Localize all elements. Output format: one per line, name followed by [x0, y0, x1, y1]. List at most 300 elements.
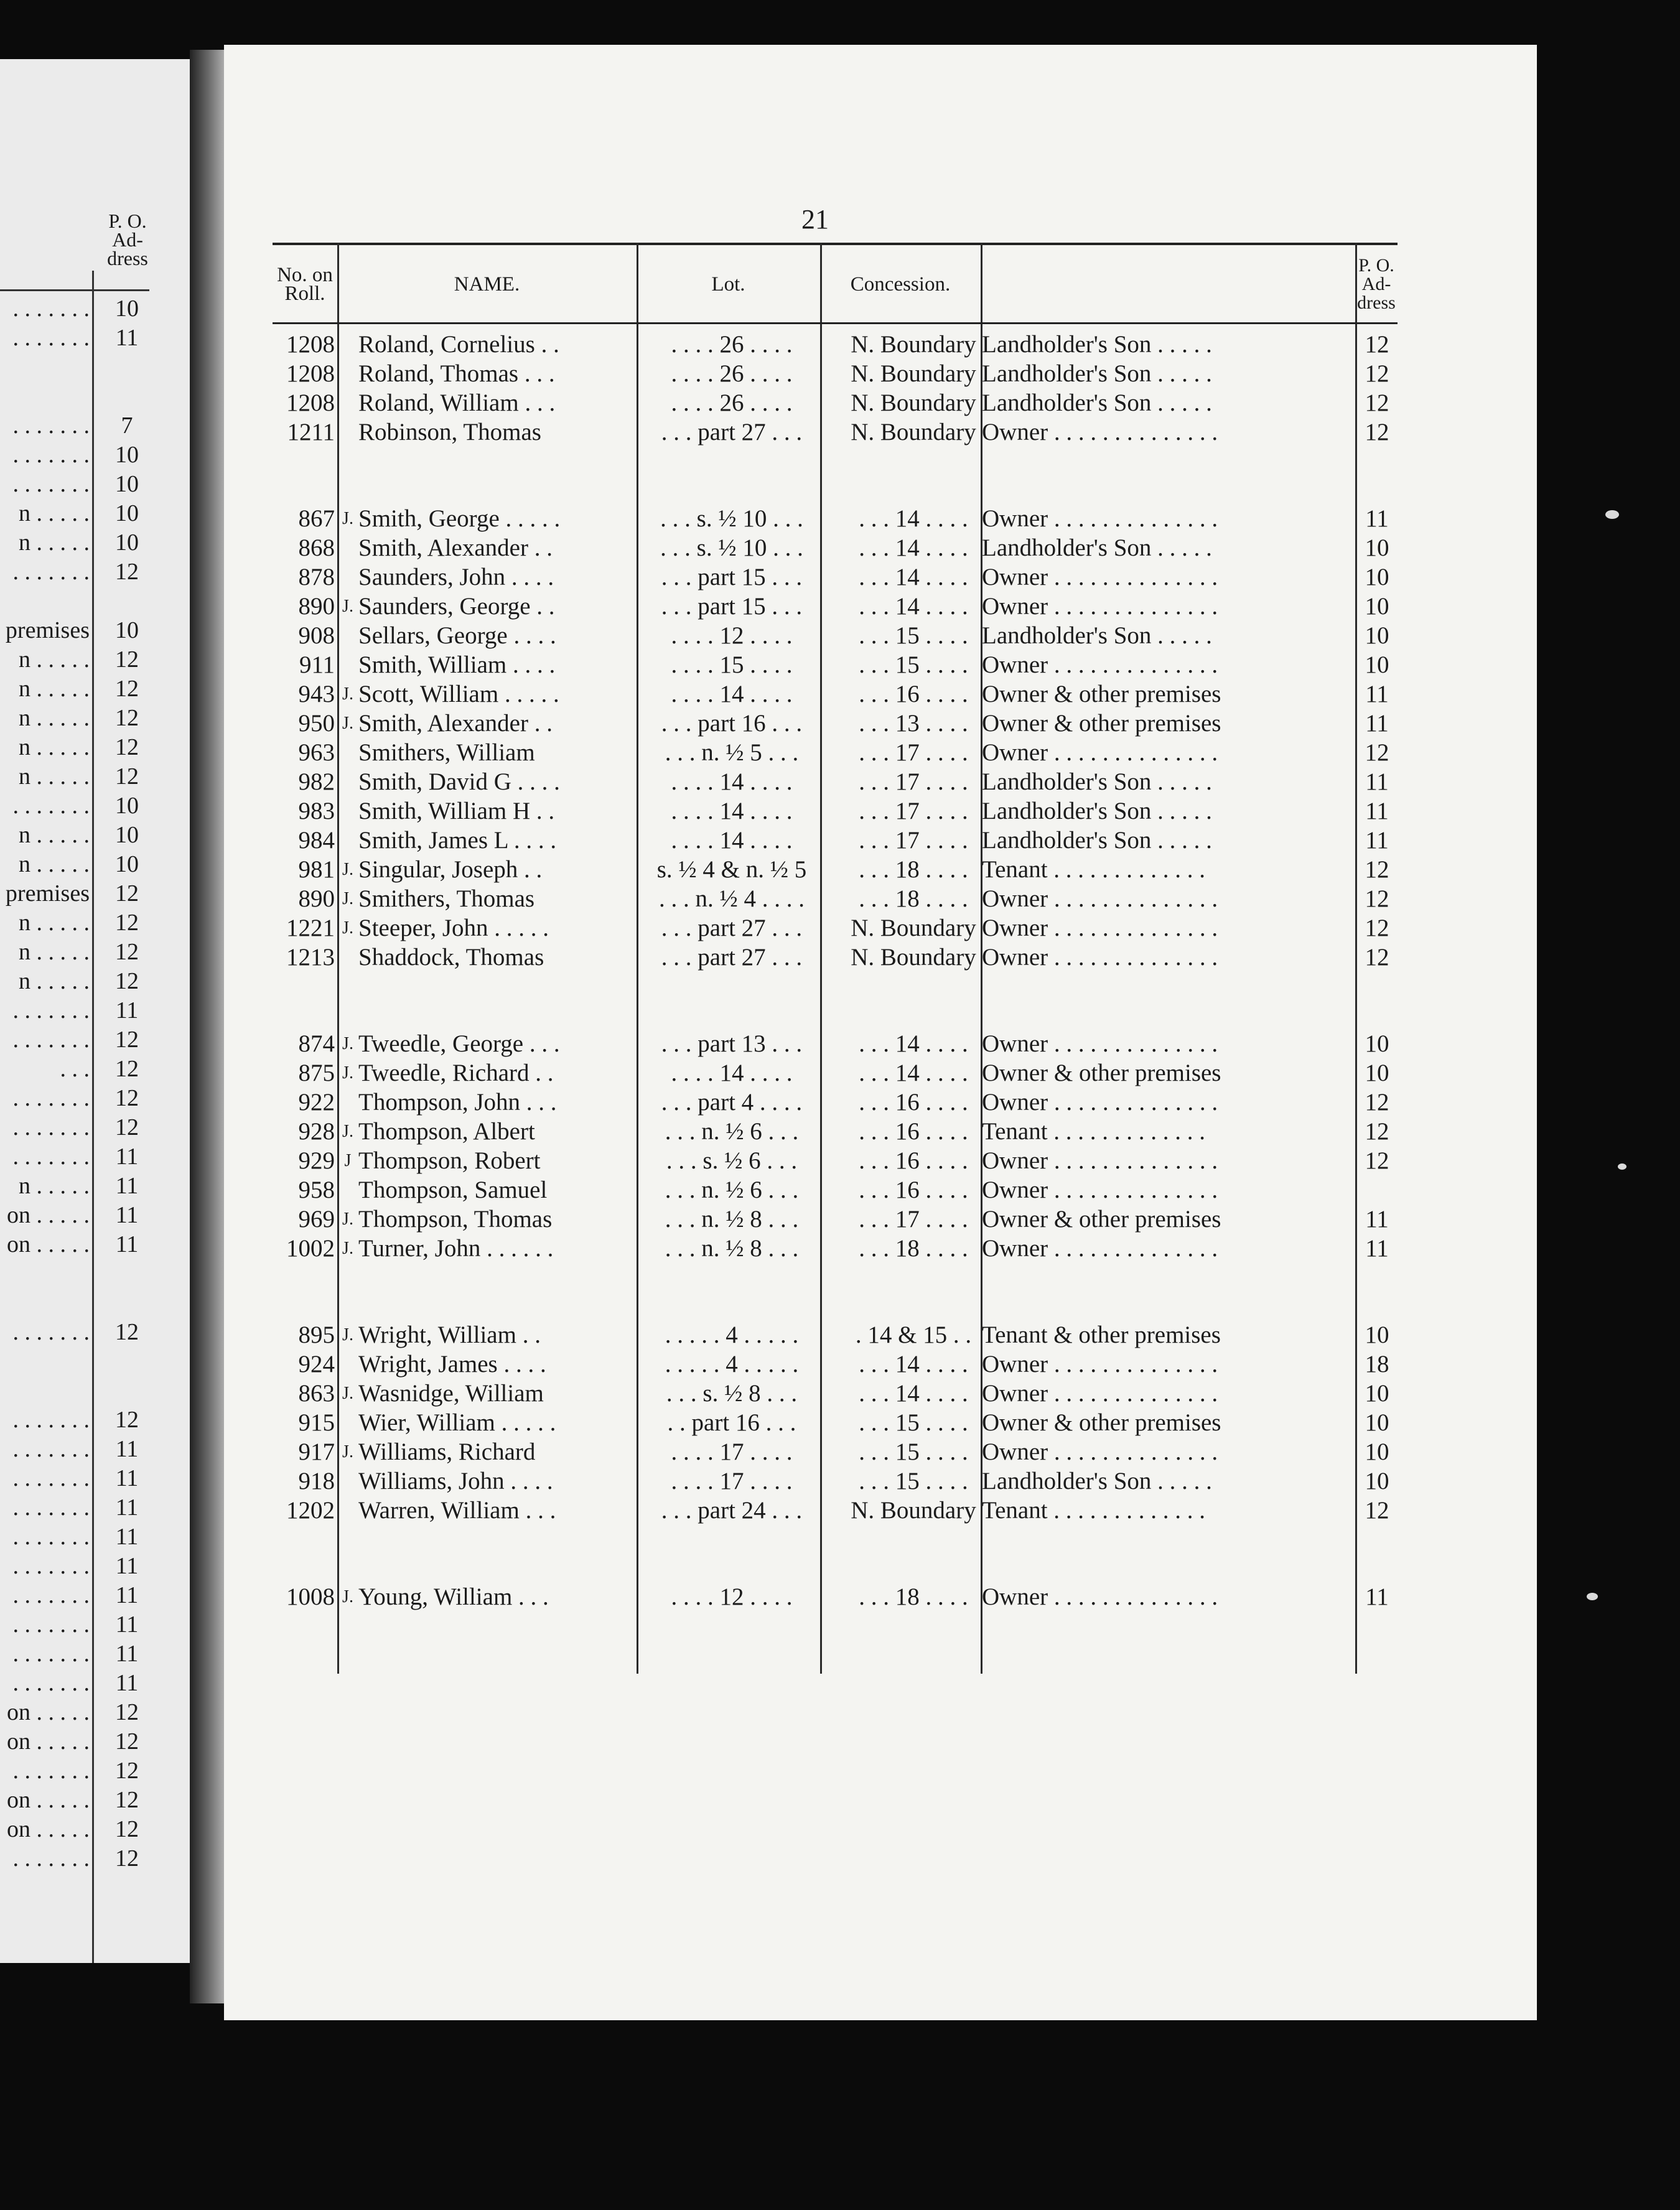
- roll-number: 981: [298, 856, 335, 883]
- table-row: [273, 1466, 1398, 1496]
- voter-name: Turner, John . . . . . .: [358, 1235, 554, 1262]
- voter-name: Roland, William . . .: [358, 389, 556, 416]
- book-gutter: [190, 50, 227, 2003]
- table-row: [273, 826, 1398, 855]
- lot: . . . part 4 . . . .: [661, 1089, 803, 1116]
- left-row-po: [92, 382, 162, 411]
- concession: . . . 16 . . . .: [859, 1147, 968, 1174]
- left-row-text: . . . . . . .: [12, 1641, 90, 1667]
- lot: . . . s. ½ 8 . . .: [666, 1380, 798, 1407]
- header-description: [981, 248, 1355, 321]
- roll-number: 917: [298, 1438, 335, 1465]
- left-row-text: . . . . . . .: [12, 559, 90, 585]
- juror-flag: J.: [342, 1063, 353, 1083]
- concession: . . . 16 . . . .: [859, 1177, 968, 1203]
- table-row: [273, 330, 1398, 359]
- left-row-po: [92, 353, 162, 382]
- left-row: [0, 587, 162, 616]
- left-row-po: 12: [115, 939, 139, 965]
- left-row-text: n . . . . .: [19, 939, 90, 965]
- left-row: [0, 645, 162, 674]
- voter-name: Wright, William . .: [358, 1322, 541, 1348]
- left-row-po: 12: [115, 968, 139, 994]
- roll-number: 943: [298, 681, 335, 707]
- concession: N. Boundary: [851, 389, 976, 416]
- left-row-text: . . . . . . .: [12, 296, 90, 322]
- table-row: [273, 1205, 1398, 1234]
- left-header-rule: [0, 289, 149, 291]
- left-row-text: on . . . . .: [7, 1787, 90, 1813]
- left-row: [0, 557, 162, 587]
- voter-name: Smith, Alexander . .: [358, 534, 553, 561]
- po-address: 10: [1365, 651, 1389, 678]
- roll-number: 922: [298, 1089, 335, 1116]
- left-row-text: . . . . . . .: [12, 325, 90, 351]
- lot: . . . n. ½ 5 . . .: [665, 739, 799, 766]
- qualification: Owner . . . . . . . . . . . . . .: [982, 915, 1218, 941]
- po-address: 10: [1365, 1409, 1389, 1436]
- qualification: Owner & other premises: [982, 710, 1221, 737]
- left-row-text: . . . . . . .: [12, 442, 90, 468]
- left-row-text: n . . . . .: [19, 968, 90, 994]
- lot: . . . . 26 . . . .: [671, 331, 793, 358]
- voter-name: Tweedle, Richard . .: [358, 1060, 554, 1086]
- voter-name: Wasnidge, William: [358, 1380, 544, 1407]
- left-row-text: n . . . . .: [19, 646, 90, 673]
- concession: . . . 14 . . . .: [859, 593, 968, 620]
- left-row-po: 10: [115, 471, 139, 497]
- left-row: [0, 1639, 162, 1669]
- left-row-text: n . . . . .: [19, 763, 90, 790]
- concession: . . . 14 . . . .: [859, 1030, 968, 1057]
- lot: . . . . 14 . . . .: [671, 1060, 793, 1086]
- lot: . . . n. ½ 8 . . .: [665, 1235, 799, 1262]
- po-address: 10: [1365, 1322, 1389, 1348]
- table-row: [273, 388, 1398, 417]
- left-row: [0, 1025, 162, 1055]
- roll-number: 874: [298, 1030, 335, 1057]
- qualification: Landholder's Son . . . . .: [982, 798, 1212, 824]
- left-row-po: 12: [115, 763, 139, 790]
- left-row: [0, 1347, 162, 1376]
- juror-flag: J.: [342, 1325, 353, 1345]
- voter-name: Smith, Alexander . .: [358, 710, 553, 737]
- left-row-po: 12: [115, 1114, 139, 1140]
- qualification: Owner . . . . . . . . . . . . . .: [982, 1235, 1218, 1262]
- table-row: [273, 1146, 1398, 1175]
- concession: . . . 18 . . . .: [859, 885, 968, 912]
- left-row: [0, 821, 162, 850]
- scan-speck: [1605, 510, 1619, 519]
- left-row: [0, 616, 162, 645]
- voter-name: Scott, William . . . . .: [358, 681, 559, 707]
- table-row: [273, 1437, 1398, 1466]
- left-row-text: n . . . . .: [19, 676, 90, 702]
- juror-flag: J.: [342, 714, 353, 733]
- concession: . . . 14 . . . .: [859, 534, 968, 561]
- table-row: [273, 1088, 1398, 1117]
- roll-number: 924: [298, 1351, 335, 1378]
- left-row: [0, 324, 162, 353]
- left-row-po: 11: [115, 325, 139, 351]
- qualification: Landholder's Son . . . . .: [982, 360, 1212, 387]
- juror-flag: J.: [342, 860, 353, 879]
- left-page-fragment: [0, 59, 190, 1963]
- roll-number: 983: [298, 798, 335, 824]
- left-row-po: 12: [115, 880, 139, 907]
- left-row: [0, 938, 162, 967]
- qualification: Owner . . . . . . . . . . . . . .: [982, 885, 1218, 912]
- concession: . . . 14 . . . .: [859, 564, 968, 590]
- qualification: Owner . . . . . . . . . . . . . .: [982, 1030, 1218, 1057]
- left-row-po: 12: [115, 646, 139, 673]
- roll-number: 878: [298, 564, 335, 590]
- header-po-address: P. O. Ad- dress: [1357, 255, 1396, 313]
- left-row: [0, 1522, 162, 1552]
- concession: . . . 14 . . . .: [859, 1380, 968, 1407]
- voter-name: Thompson, John . . .: [358, 1089, 557, 1116]
- left-row: [0, 1756, 162, 1786]
- left-row-po: 12: [115, 676, 139, 702]
- roll-number: 1002: [286, 1235, 335, 1262]
- left-row-po: 12: [115, 910, 139, 936]
- qualification: Owner . . . . . . . . . . . . . .: [982, 1089, 1218, 1116]
- left-row-text: . . . . . . .: [12, 793, 90, 819]
- table-row: [273, 504, 1398, 533]
- left-row: [0, 1113, 162, 1142]
- concession: . . . 17 . . . .: [859, 798, 968, 824]
- juror-flag: J.: [342, 597, 353, 616]
- qualification: Landholder's Son . . . . .: [982, 827, 1212, 854]
- left-row-text: on . . . . .: [7, 1231, 90, 1257]
- concession: . . . 15 . . . .: [859, 1409, 968, 1436]
- left-row-po: 11: [115, 1202, 139, 1228]
- left-row-text: n . . . . .: [19, 705, 90, 731]
- left-row: [0, 528, 162, 557]
- voter-name: Smith, David G . . . .: [358, 768, 560, 795]
- table-row: [273, 884, 1398, 913]
- lot: . . . . 14 . . . .: [671, 798, 793, 824]
- concession: . . . 15 . . . .: [859, 651, 968, 678]
- left-row: [0, 967, 162, 996]
- lot: . . . part 27 . . .: [661, 944, 803, 971]
- left-row: [0, 499, 162, 528]
- po-address: 12: [1365, 331, 1389, 358]
- po-address: 10: [1365, 1380, 1389, 1407]
- qualification: Owner & other premises: [982, 1060, 1221, 1086]
- left-row-po: 12: [115, 1758, 139, 1784]
- table-row: [273, 1058, 1398, 1088]
- qualification: Owner . . . . . . . . . . . . . .: [982, 593, 1218, 620]
- lot: . . . n. ½ 4 . . . .: [659, 885, 805, 912]
- roll-number: 875: [298, 1060, 335, 1086]
- po-address: 10: [1365, 564, 1389, 590]
- juror-flag: J: [344, 1151, 352, 1170]
- qualification: Owner & other premises: [982, 1409, 1221, 1436]
- left-row-text: . . . . . . .: [12, 1436, 90, 1462]
- qualification: Owner & other premises: [982, 1206, 1221, 1233]
- po-address: 12: [1365, 944, 1389, 971]
- qualification: Owner . . . . . . . . . . . . . .: [982, 1177, 1218, 1203]
- concession: . . . 13 . . . .: [859, 710, 968, 737]
- voter-name: Roland, Thomas . . .: [358, 360, 555, 387]
- voter-name: Smith, William . . . .: [358, 651, 556, 678]
- roll-number: 929: [298, 1147, 335, 1174]
- left-row: [0, 1727, 162, 1756]
- qualification: Landholder's Son . . . . .: [982, 768, 1212, 795]
- roll-number: 895: [298, 1322, 335, 1348]
- po-address: 12: [1365, 1497, 1389, 1524]
- left-row: [0, 1055, 162, 1084]
- left-row-text: [0, 353, 92, 382]
- left-row-text: n . . . . .: [19, 910, 90, 936]
- concession: . . . 15 . . . .: [859, 1438, 968, 1465]
- table-row: [273, 533, 1398, 562]
- juror-flag: J.: [342, 1210, 353, 1229]
- left-row-po: 10: [115, 822, 139, 848]
- left-row-text: [0, 1376, 92, 1406]
- concession: . . . 16 . . . .: [859, 1089, 968, 1116]
- concession: . . . 14 . . . .: [859, 1060, 968, 1086]
- header-bottom-rule: [273, 322, 1398, 324]
- po-address: 10: [1365, 622, 1389, 649]
- left-row-po: 12: [115, 1319, 139, 1345]
- left-row-po: 12: [115, 734, 139, 760]
- left-row-po: 11: [115, 1173, 139, 1199]
- lot: . . . n. ½ 6 . . .: [665, 1118, 799, 1145]
- roll-number: 984: [298, 827, 335, 854]
- left-row: [0, 1464, 162, 1493]
- left-row-po: [92, 1289, 162, 1318]
- table-row: [273, 1029, 1398, 1058]
- voter-name: Thompson, Samuel: [358, 1177, 548, 1203]
- concession: . . . 17 . . . .: [859, 1206, 968, 1233]
- table-row: [273, 709, 1398, 738]
- left-row: [0, 1376, 162, 1406]
- juror-flag: J.: [342, 1384, 353, 1403]
- po-address: 11: [1365, 798, 1389, 824]
- lot: . . . part 16 . . .: [661, 710, 803, 737]
- qualification: Landholder's Son . . . . .: [982, 622, 1212, 649]
- left-row-po: 12: [115, 1027, 139, 1053]
- table-row: [273, 1379, 1398, 1408]
- concession: . . . 14 . . . .: [859, 505, 968, 532]
- left-row-text: . . . . . . .: [12, 413, 90, 439]
- roll-number: 1211: [287, 419, 335, 445]
- lot: . . . . 14 . . . .: [671, 681, 793, 707]
- left-row: [0, 1172, 162, 1201]
- table-row: [273, 1408, 1398, 1437]
- po-address: 10: [1365, 593, 1389, 620]
- left-row-po: 10: [115, 851, 139, 877]
- left-row: [0, 1435, 162, 1464]
- left-row: [0, 1815, 162, 1844]
- lot: . . . part 27 . . .: [661, 915, 803, 941]
- lot: . . . s. ½ 6 . . .: [666, 1147, 798, 1174]
- left-row-po: 10: [115, 617, 139, 643]
- lot: . . . part 13 . . .: [661, 1030, 803, 1057]
- table-row: [273, 1175, 1398, 1205]
- left-row-po: 12: [115, 559, 139, 585]
- left-row-text: . . . . . . .: [12, 1465, 90, 1491]
- left-row-text: on . . . . .: [7, 1699, 90, 1725]
- concession: . . . 16 . . . .: [859, 1118, 968, 1145]
- left-row-po: 11: [115, 1436, 139, 1462]
- left-row-text: . . .: [60, 1056, 90, 1082]
- left-row: [0, 1581, 162, 1610]
- qualification: Owner . . . . . . . . . . . . . .: [982, 1147, 1218, 1174]
- table-row: [273, 796, 1398, 826]
- table-row: [273, 1234, 1398, 1263]
- left-row-po: [92, 1347, 162, 1376]
- juror-flag: J.: [342, 509, 353, 528]
- roll-number: 1208: [286, 331, 335, 358]
- po-address: 11: [1365, 710, 1389, 737]
- page-number: 21: [801, 204, 829, 235]
- voter-name: Williams, Richard: [358, 1438, 536, 1465]
- table-row: [273, 679, 1398, 709]
- concession: N. Boundary: [851, 915, 976, 941]
- roll-number: 890: [298, 885, 335, 912]
- left-row-text: . . . . . . .: [12, 1582, 90, 1608]
- concession: . . . 18 . . . .: [859, 1583, 968, 1610]
- lot: . . . part 15 . . .: [661, 593, 803, 620]
- table-row: [273, 943, 1398, 972]
- left-row-po: 12: [115, 705, 139, 731]
- qualification: Owner & other premises: [982, 681, 1221, 707]
- left-row-po: 10: [115, 296, 139, 322]
- left-row: [0, 996, 162, 1025]
- lot: . . . part 15 . . .: [661, 564, 803, 590]
- concession: . . . 18 . . . .: [859, 856, 968, 883]
- lot: . . . . 14 . . . .: [671, 768, 793, 795]
- left-row-text: [0, 382, 92, 411]
- table-row: [273, 650, 1398, 679]
- po-address: 10: [1365, 1468, 1389, 1494]
- concession: . . . 16 . . . .: [859, 681, 968, 707]
- po-address: 11: [1365, 768, 1389, 795]
- voter-name: Saunders, George . .: [358, 593, 555, 620]
- left-row: [0, 294, 162, 324]
- left-row-po: 12: [115, 1407, 139, 1433]
- left-row-po: 11: [115, 1582, 139, 1608]
- left-row-text: premises: [5, 617, 90, 643]
- lot: . . part 16 . . .: [667, 1409, 796, 1436]
- left-row-text: . . . . . . .: [12, 1114, 90, 1140]
- left-row-po: 11: [115, 1553, 139, 1579]
- left-row-text: [0, 1259, 92, 1289]
- qualification: Landholder's Son . . . . .: [982, 1468, 1212, 1494]
- left-row-po: 12: [115, 1085, 139, 1111]
- left-row: [0, 1289, 162, 1318]
- roll-number: 1221: [286, 915, 335, 941]
- qualification: Owner . . . . . . . . . . . . . .: [982, 944, 1218, 971]
- roll-number: 918: [298, 1468, 335, 1494]
- left-row-text: . . . . . . .: [12, 471, 90, 497]
- left-row: [0, 382, 162, 411]
- po-address: 10: [1365, 1030, 1389, 1057]
- lot: . . . . 26 . . . .: [671, 360, 793, 387]
- concession: N. Boundary: [851, 331, 976, 358]
- left-row: [0, 1610, 162, 1639]
- left-row-po: [92, 1376, 162, 1406]
- table-row: [273, 738, 1398, 767]
- table-row: [273, 562, 1398, 592]
- table-row: [273, 417, 1398, 447]
- left-row: [0, 1844, 162, 1873]
- left-row-text: n . . . . .: [19, 734, 90, 760]
- table-row: [273, 621, 1398, 650]
- roll-number: 863: [298, 1380, 335, 1407]
- voter-name: Robinson, Thomas: [358, 419, 541, 445]
- left-row-text: on . . . . .: [7, 1816, 90, 1842]
- lot: . . . . 14 . . . .: [671, 827, 793, 854]
- lot: . . . n. ½ 6 . . .: [665, 1177, 799, 1203]
- left-row: [0, 1318, 162, 1347]
- roll-number: 867: [298, 505, 335, 532]
- left-row-po: [92, 587, 162, 616]
- concession: . . . 15 . . . .: [859, 622, 968, 649]
- po-address: 11: [1365, 1206, 1389, 1233]
- table-row: [273, 592, 1398, 621]
- left-row: [0, 791, 162, 821]
- po-address: 18: [1365, 1351, 1389, 1378]
- left-row-po: 11: [115, 1611, 139, 1638]
- voter-name: Roland, Cornelius . .: [358, 331, 559, 358]
- left-row-po: 7: [121, 413, 133, 439]
- juror-flag: J.: [342, 889, 353, 908]
- left-row-text: . . . . . . .: [12, 1611, 90, 1638]
- voter-name: Saunders, John . . . .: [358, 564, 554, 590]
- table-row: [273, 1582, 1398, 1611]
- left-row: [0, 1786, 162, 1815]
- roll-number: 928: [298, 1118, 335, 1145]
- left-row-text: n . . . . .: [19, 851, 90, 877]
- po-address: 11: [1365, 681, 1389, 707]
- roll-number: 890: [298, 593, 335, 620]
- voter-name: Thompson, Thomas: [358, 1206, 553, 1233]
- qualification: Owner . . . . . . . . . . . . . .: [982, 564, 1218, 590]
- lot: . . . . 17 . . . .: [671, 1438, 793, 1465]
- qualification: Landholder's Son . . . . .: [982, 331, 1212, 358]
- left-row: [0, 1669, 162, 1698]
- concession: . . . 17 . . . .: [859, 768, 968, 795]
- left-row: [0, 674, 162, 704]
- lot: . . . . 12 . . . .: [671, 622, 793, 649]
- left-row-text: . . . . . . .: [12, 1758, 90, 1784]
- left-row-text: [0, 1347, 92, 1376]
- po-address: 12: [1365, 360, 1389, 387]
- left-row: [0, 353, 162, 382]
- juror-flag: J.: [342, 684, 353, 704]
- table-row: [273, 1117, 1398, 1146]
- header-lot: Lot.: [711, 273, 745, 296]
- lot: . . . . 12 . . . .: [671, 1583, 793, 1610]
- concession: N. Boundary: [851, 419, 976, 445]
- left-row: [0, 733, 162, 762]
- po-address: 12: [1365, 419, 1389, 445]
- right-page: [224, 45, 1537, 2020]
- concession: . . . 15 . . . .: [859, 1468, 968, 1494]
- qualification: Owner . . . . . . . . . . . . . .: [982, 505, 1218, 532]
- qualification: Tenant . . . . . . . . . . . . .: [982, 1497, 1206, 1524]
- concession: . . . 17 . . . .: [859, 827, 968, 854]
- voter-name: Smith, George . . . . .: [358, 505, 561, 532]
- left-row-po: 11: [115, 1641, 139, 1667]
- juror-flag: J.: [342, 918, 353, 938]
- voter-name: Williams, John . . . .: [358, 1468, 553, 1494]
- qualification: Tenant . . . . . . . . . . . . .: [982, 1118, 1206, 1145]
